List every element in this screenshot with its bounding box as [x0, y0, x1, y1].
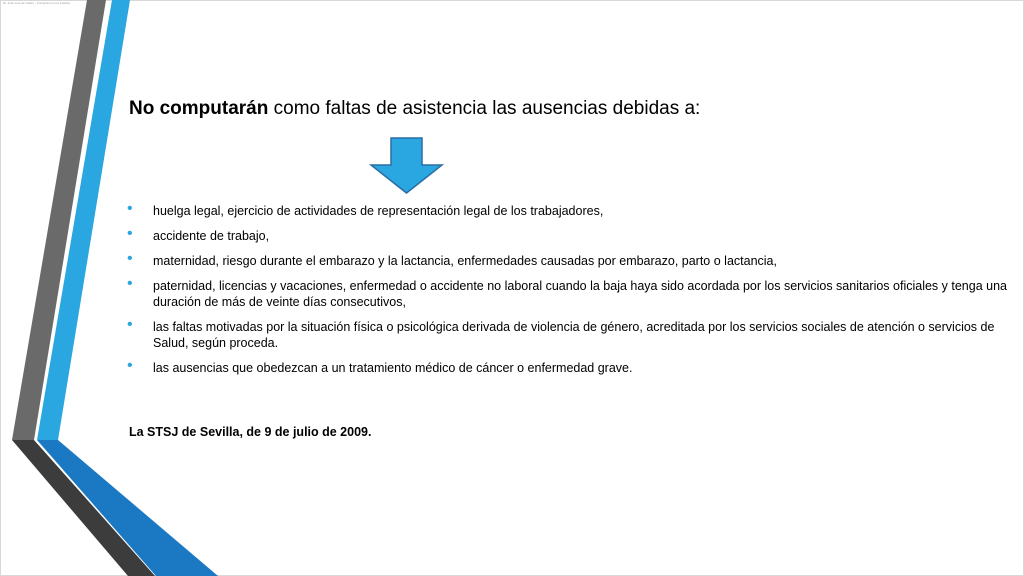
bullet-icon: •	[127, 275, 133, 292]
list-item	[127, 250, 1007, 269]
citation: La STSJ de Sevilla, de 9 de julio de 2009.	[129, 425, 372, 439]
heading-rest: como faltas de asistencia las ausencias debidas a:	[268, 98, 701, 119]
bullet-icon: •	[127, 357, 133, 374]
bullet-icon: •	[127, 200, 133, 217]
list-item-text: las faltas motivadas por la situación física o psicológica derivada de violencia de género, acreditada por los servicios sociales de atención o servicios de Salud, según proceda.	[153, 320, 995, 350]
list-item	[127, 200, 1007, 219]
slide-heading	[129, 96, 700, 122]
down-arrow-icon	[369, 137, 444, 194]
list-item-text: las ausencias que obedezcan a un tratamiento médico de cáncer o enfermedad grave.	[153, 361, 633, 375]
slide-caption: Dr. Jose Luis de Castro - Corrupcion en la Justicia	[3, 1, 70, 5]
bullet-icon: •	[127, 250, 133, 267]
bullet-icon: •	[127, 316, 133, 333]
list-item-text: maternidad, riesgo durante el embarazo y la lactancia, enfermedades causadas por embarazo, parto o lactancia,	[153, 254, 777, 268]
list-item	[127, 357, 1007, 376]
heading-bold: No computarán	[129, 98, 269, 119]
list-item-text: paternidad, licencias y vacaciones, enfermedad o accidente no laboral cuando la baja haya sido acordada por los servicios sanitarios oficiales y tenga una duración de más de veinte días consecutivos,	[153, 279, 1007, 309]
list-item	[127, 275, 1007, 310]
bullet-icon: •	[127, 225, 133, 242]
list-item	[127, 225, 1007, 244]
list-item	[127, 316, 1007, 351]
list-item-text: accidente de trabajo,	[153, 229, 270, 243]
list-item-text: huelga legal, ejercicio de actividades de representación legal de los trabajadores,	[153, 204, 604, 218]
bullet-list	[127, 200, 1007, 385]
